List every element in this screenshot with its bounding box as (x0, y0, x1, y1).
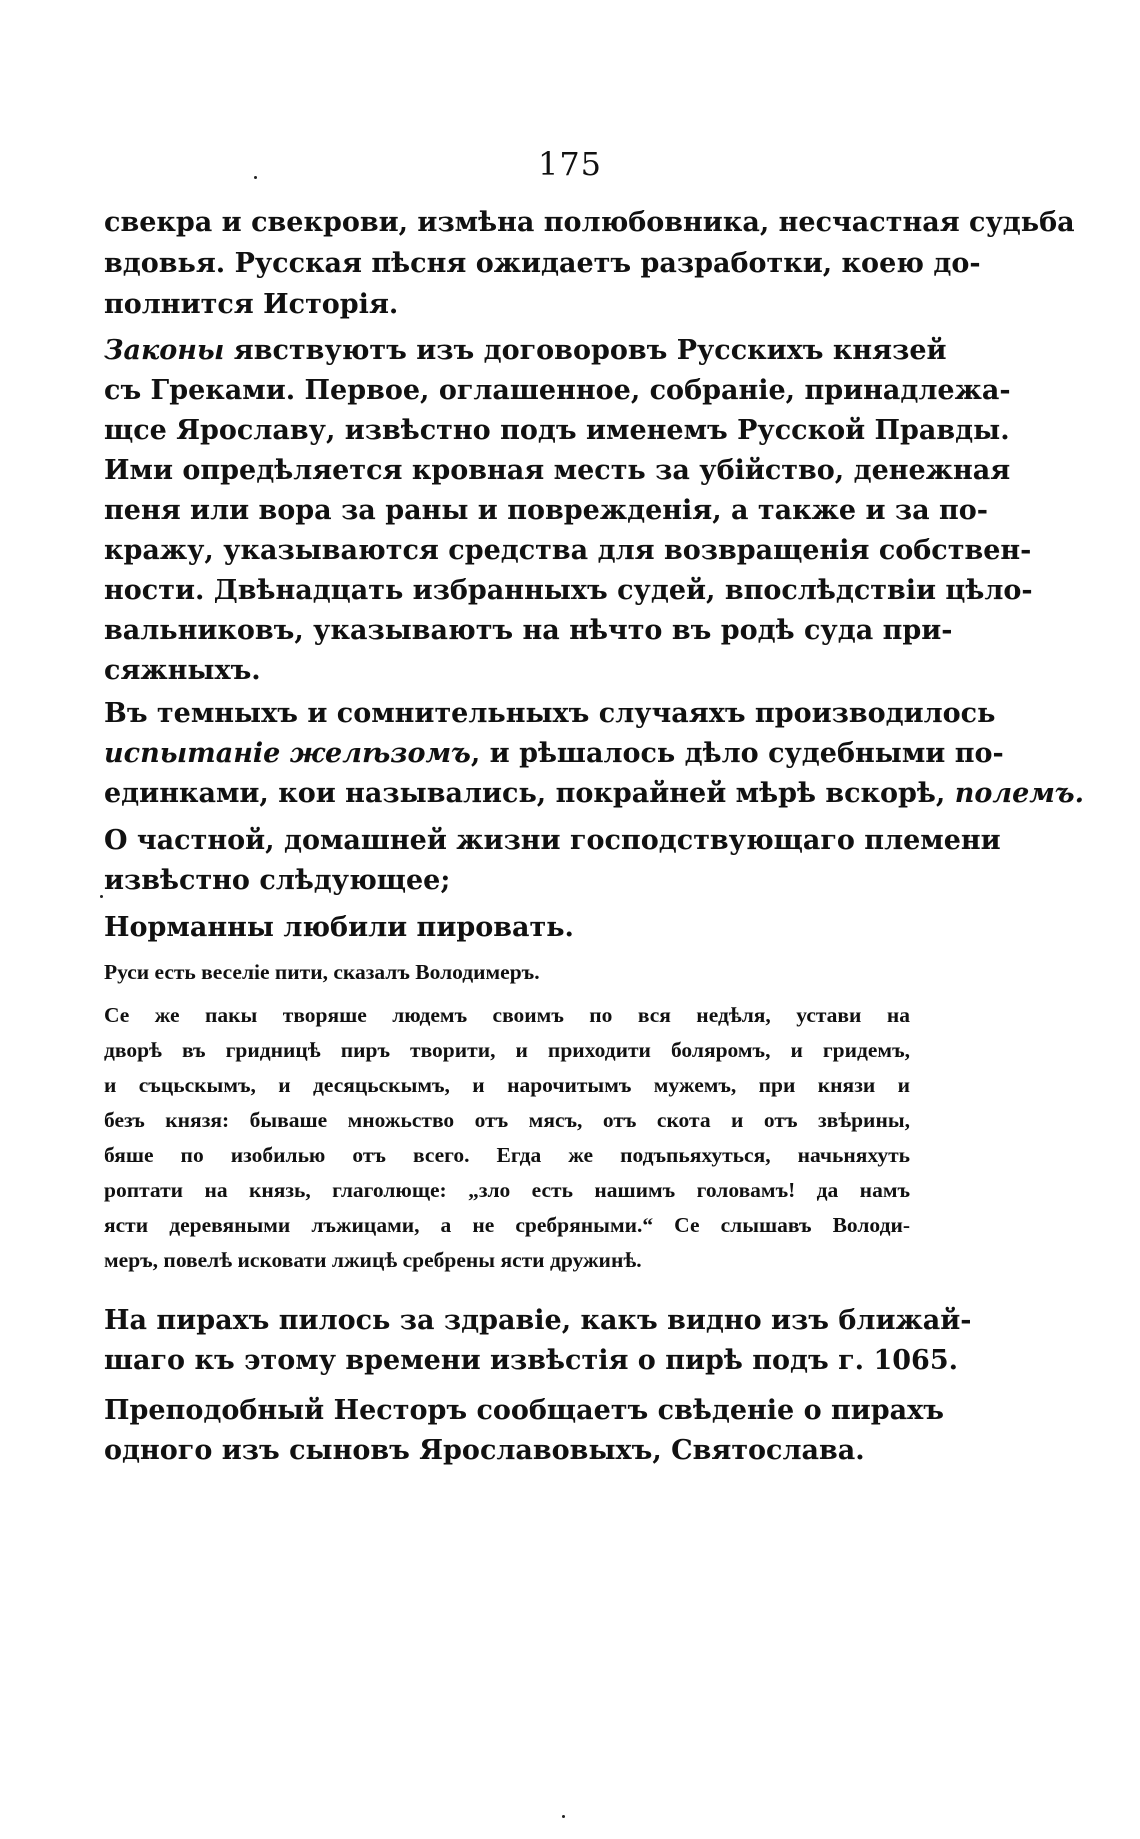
text-line (104, 912, 910, 943)
text-span: единками, кои назывались, покрайней мѣрѣ вскорѣ, (104, 778, 955, 809)
text-span: Ими опредѣляется кровная месть за убійство, денежная (104, 455, 1011, 486)
text-span: Се же пакы творяше людемъ своимъ по вся недѣля, устави на (104, 1003, 910, 1027)
text-line (104, 655, 910, 686)
text-span: Въ темныхъ и сомнительныхъ случаяхъ производилось (104, 698, 996, 729)
text-span: , и рѣшалось дѣло судебными по- (470, 738, 1004, 769)
page-number: 175 (537, 145, 603, 183)
text-span: щсе Ярославу, извѣстно подъ именемъ Русской Правды. (104, 415, 1010, 446)
text-line (104, 1345, 959, 1376)
text-span: полнится Исторія. (104, 289, 399, 320)
text-line (104, 1038, 910, 1063)
text-line (104, 1305, 972, 1336)
text-span: извѣстно слѣдующее; (104, 865, 451, 896)
text-span: свекра и свекрови, измѣна полюбовника, несчастная судьба (104, 207, 1075, 238)
text-line (104, 575, 1033, 606)
text-line (104, 1213, 910, 1238)
text-line (104, 1073, 910, 1098)
text-line (104, 1435, 910, 1466)
text-line (104, 1395, 944, 1426)
text-line (104, 375, 1011, 406)
text-span: О частной, домашней жизни господствующаго племени (104, 825, 1001, 856)
text-line (104, 415, 1010, 446)
text-span: Руси есть веселіе пити, сказалъ Володимеръ. (104, 960, 540, 984)
text-span: ясти деревяными лъжицами, а не сребряными.“ Се слышавъ Володи- (104, 1213, 910, 1237)
text-span: и съцьскымъ, и десяцьскымъ, и нарочитымъ мужемъ, при князи и (104, 1073, 910, 1097)
text-span: пеня или вора за раны и поврежденія, а также и за по- (104, 495, 989, 526)
speck (100, 895, 103, 898)
text-line (104, 335, 947, 366)
text-line (104, 248, 981, 279)
text-span: вальниковъ, указываютъ на нѣчто въ родѣ суда при- (104, 615, 953, 646)
text-span: ности. Двѣнадцать избранныхъ судей, впослѣдствіи цѣло- (104, 575, 1033, 606)
text-line (104, 865, 910, 896)
italic-term: испытаніе желѣзомъ (104, 738, 471, 769)
text-line (104, 1108, 910, 1133)
text-line (104, 207, 1075, 238)
text-span: вдовья. Русская пѣсня ожидаетъ разработки, коею до- (104, 248, 981, 279)
text-span: Норманны любили пировать. (104, 912, 574, 943)
text-span: одного изъ сыновъ Ярославовыхъ, Святослава. (104, 1435, 865, 1466)
text-span: явствуютъ изъ договоровъ Русскихъ князей (224, 335, 947, 366)
text-line (104, 1003, 910, 1028)
text-span: сяжныхъ. (104, 655, 261, 686)
text-line (104, 495, 989, 526)
text-span: съ Греками. Первое, оглашенное, собраніе, принадлежа- (104, 375, 1011, 406)
text-line (104, 825, 1001, 856)
speck (562, 1815, 565, 1818)
text-span: шаго къ этому времени извѣстія о пирѣ подъ г. 1065. (104, 1345, 959, 1376)
text-line (104, 738, 1004, 769)
italic-term: полемъ. (954, 778, 1084, 809)
text-span: дворѣ въ гридницѣ пиръ творити, и приходити боляромъ, и гридемъ, (104, 1038, 910, 1062)
text-span: Преподобный Несторъ сообщаетъ свѣденіе о пирахъ (104, 1395, 944, 1426)
text-span: бяше по изобилью отъ всего. Егда же подъпьяхуться, начьняхуть (104, 1143, 910, 1167)
text-span: меръ, повелѣ исковати лжицѣ сребрены ясти дружинѣ. (104, 1248, 642, 1272)
text-line (104, 455, 1011, 486)
text-span: роптати на князь, глаголюще: „зло есть нашимъ головамъ! да намъ (104, 1178, 910, 1202)
text-line (104, 698, 996, 729)
text-span: кражу, указываются средства для возвращенія собствен- (104, 535, 1032, 566)
text-span: безъ князя: бываше множьство отъ мясъ, отъ скота и отъ звѣрины, (104, 1108, 910, 1132)
text-span: На пирахъ пилось за здравіе, какъ видно изъ ближай- (104, 1305, 972, 1336)
text-line (104, 289, 910, 320)
text-line (104, 615, 953, 646)
text-line (104, 1143, 910, 1168)
text-line (104, 1248, 910, 1273)
text-line (104, 960, 910, 985)
text-line (104, 535, 1032, 566)
speck (254, 176, 257, 179)
text-line (104, 1178, 910, 1203)
italic-term: Законы (104, 335, 225, 366)
text-line (104, 778, 1084, 809)
